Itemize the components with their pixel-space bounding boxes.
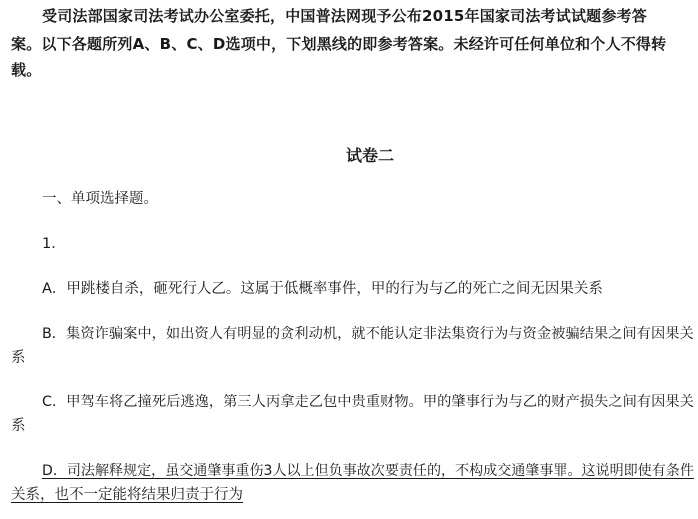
option-b-line-2: 系: [11, 350, 26, 366]
option-c-line-1: C．甲驾车将乙撞死后逃逸，第三人丙拿走乙包中贵重财物。甲的肇事行为与乙的财产损失之间有因果关: [42, 394, 694, 410]
intro-line-1: 受司法部国家司法考试办公室委托，中国普法网现予公布2015年国家司法考试试题参考答: [42, 7, 647, 25]
paper-title: 试卷二: [345, 146, 394, 165]
section-heading: 一、单项选择题。: [42, 191, 158, 207]
question-number: 1．: [42, 236, 66, 252]
option-c-line-2: 系: [11, 418, 26, 434]
option-a: A．甲跳楼自杀，砸死行人乙。这属于低概率事件，甲的行为与乙的死亡之间无因果关系: [42, 281, 603, 297]
option-d-line-1-answer: D．司法解释规定，虽交通肇事重伤3人以上但负事故次要责任的，不构成交通肇事罪。这说明即使有条件: [42, 463, 694, 479]
intro-line-2: 案。以下各题所列A、B、C、D选项中，下划黑线的即参考答案。未经许可任何单位和个人不得转: [11, 35, 667, 53]
intro-line-3: 载。: [11, 61, 42, 79]
option-b-line-1: B．集资诈骗案中，如出资人有明显的贪利动机，就不能认定非法集资行为与资金被骗结果之间有因果关: [42, 326, 694, 342]
option-d-line-2-answer: 关系，也不一定能将结果归责于行为: [11, 487, 243, 503]
